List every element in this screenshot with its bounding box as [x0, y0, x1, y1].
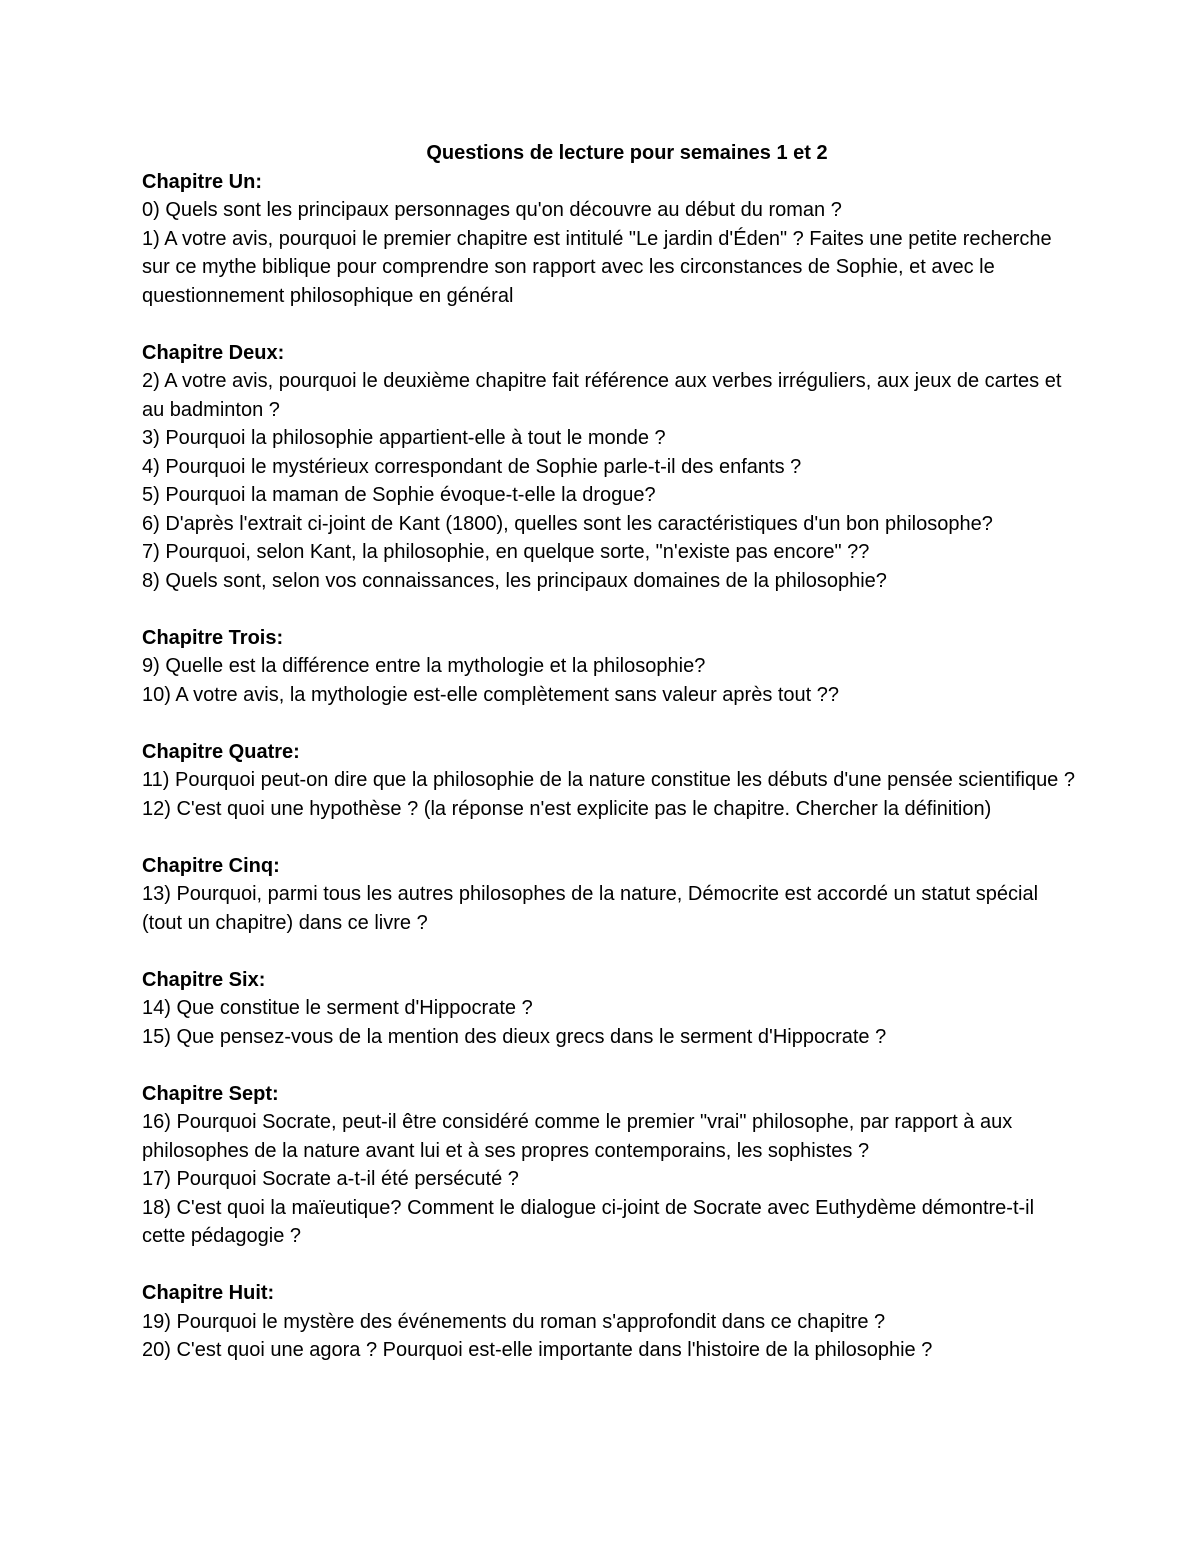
chapter-section: [142, 1080, 1082, 1251]
question-item: 2) A votre avis, pourquoi le deuxième chapitre fait référence aux verbes irréguliers, aux jeux de cartes et au badminton ?: [142, 370, 1062, 421]
chapter-section: [142, 1279, 1082, 1365]
chapter-heading: Chapitre Trois:: [142, 626, 284, 649]
chapter-heading: Chapitre Huit:: [142, 1282, 275, 1304]
question-item: 19) Pourquoi le mystère des événements du roman s'approfondit dans ce chapitre ?: [142, 1310, 886, 1333]
question-item: 9) Quelle est la différence entre la mythologie et la philosophie?: [142, 655, 706, 677]
question-item: 6) D'après l'extrait ci-joint de Kant (1800), quelles sont les caractéristiques d'un bon philosophe?: [142, 512, 993, 535]
question-item: 15) Que pensez-vous de la mention des dieux grecs dans le serment d'Hippocrate ?: [142, 1025, 887, 1048]
question-item: 4) Pourquoi le mystérieux correspondant de Sophie parle-t-il des enfants ?: [142, 455, 802, 478]
chapter-heading: Chapitre Sept:: [142, 1082, 279, 1105]
chapter-heading: Chapitre Six:: [142, 968, 266, 991]
question-item: 13) Pourquoi, parmi tous les autres philosophes de la nature, Démocrite est accordé un statut spécial (tout un chapitre) dans ce livre ?: [142, 883, 1039, 934]
chapter-section: [142, 966, 1082, 1052]
question-item: 1) A votre avis, pourquoi le premier chapitre est intitulé "Le jardin d'Éden" ? Faites une petite recherche sur ce mythe biblique pour comprendre son rapport avec les circonstances de Sophie, et avec le questionnement philosophique en général: [142, 227, 1052, 307]
chapter-heading: Chapitre Deux:: [142, 341, 285, 364]
chapter-section: [142, 168, 1082, 311]
question-item: 8) Quels sont, selon vos connaissances, les principaux domaines de la philosophie?: [142, 569, 887, 592]
question-item: 7) Pourquoi, selon Kant, la philosophie, en quelque sorte, "n'existe pas encore" ??: [142, 541, 870, 563]
question-item: 5) Pourquoi la maman de Sophie évoque-t-elle la drogue?: [142, 484, 656, 506]
question-item: 16) Pourquoi Socrate, peut-il être considéré comme le premier "vrai" philosophe, par rapport à aux philosophes de la nature avant lui et à ses propres contemporains, les sophistes ?: [142, 1111, 1013, 1162]
question-item: 11) Pourquoi peut-on dire que la philosophie de la nature constitue les débuts d'une pensée scientifique ?: [142, 769, 1075, 791]
chapter-section: [142, 738, 1082, 824]
chapter-section: [142, 339, 1082, 596]
question-item: 18) C'est quoi la maïeutique? Comment le dialogue ci-joint de Socrate avec Euthydème démontre-t-il cette pédagogie ?: [142, 1196, 1035, 1247]
chapter-heading: Chapitre Quatre:: [142, 740, 300, 763]
question-item: 17) Pourquoi Socrate a-t-il été persécuté ?: [142, 1168, 519, 1190]
question-item: 10) A votre avis, la mythologie est-elle complètement sans valeur après tout ??: [142, 683, 840, 706]
document-page: [142, 139, 1082, 1365]
question-item: 14) Que constitue le serment d'Hippocrate ?: [142, 997, 533, 1019]
chapter-heading: Chapitre Cinq:: [142, 854, 280, 877]
chapter-section: [142, 852, 1082, 938]
document-title: Questions de lecture pour semaines 1 et 2: [426, 142, 828, 164]
chapter-heading: Chapitre Un:: [142, 170, 262, 193]
chapter-list: [142, 168, 1082, 1365]
question-item: 0) Quels sont les principaux personnages qu'on découvre au début du roman ?: [142, 199, 842, 221]
question-item: 12) C'est quoi une hypothèse ? (la réponse n'est explicite pas le chapitre. Chercher la définition): [142, 797, 992, 820]
question-item: 3) Pourquoi la philosophie appartient-elle à tout le monde ?: [142, 427, 666, 449]
chapter-section: [142, 624, 1082, 710]
question-item: 20) C'est quoi une agora ? Pourquoi est-elle importante dans l'histoire de la philosophie ?: [142, 1339, 933, 1361]
